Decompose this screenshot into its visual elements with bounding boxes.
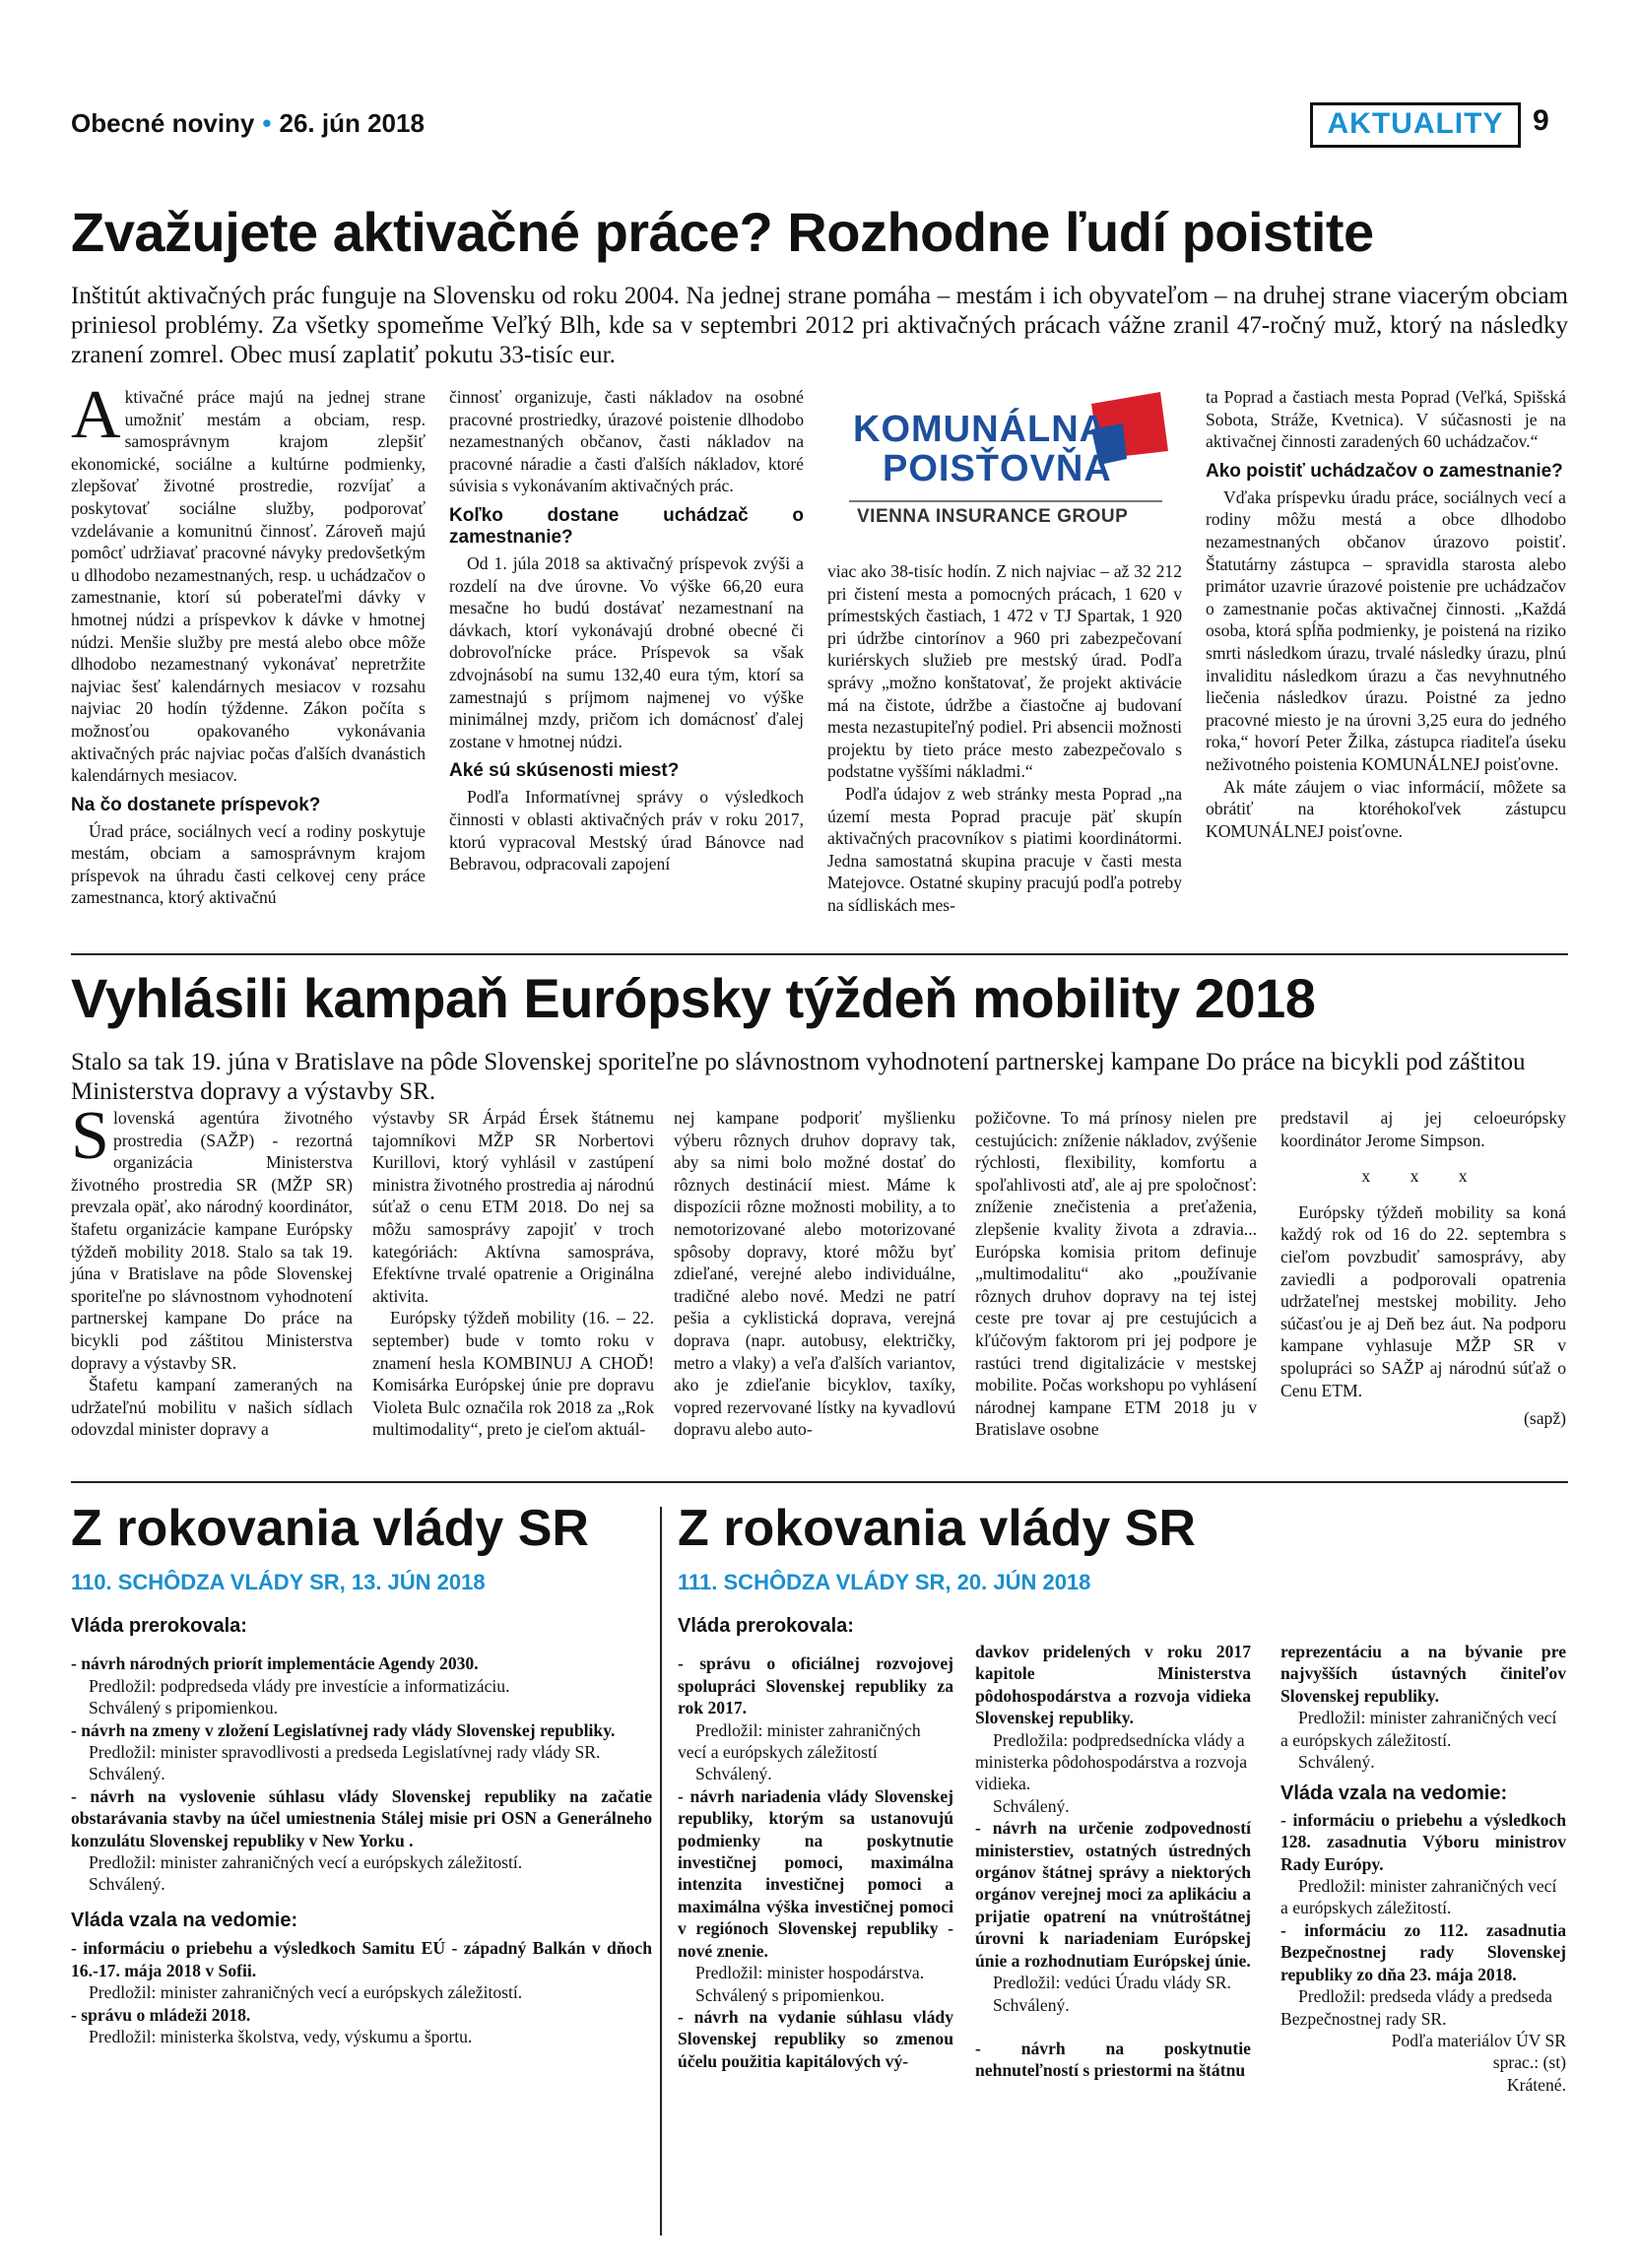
issue-date: 26. jún 2018 xyxy=(279,108,425,138)
article1-paragraph: ktivačné práce majú na jednej strane umožniť mestám a obciam, resp. samosprávnym krajom zlepšiť ekonomické, sociálne a kultúrne podmienky, zlepšovať životné prostredie, rozvíjať a poskytovať sociálne služby, podporovať vzdelávanie a komunitnú činnosť. Zároveň majú pomôcť udržiavať pracovné návyky predovšetkým u dlhodobo nezamestnaných, resp. u uchádzačov o zamestnanie, ktorí sú poberateľmi dávky v hmotnej núdzi a príspevkov k dávke v hmotnej núdzi. Menšie služby pre mestá alebo obce môže dlhodobo nezamestnaný vykonávať nepretržite najviac šesť kalendárnych mesiacov v rozsahu najviac 20 hodín týždenne. Zákon počíta s možnosťou opakovaného vykonávania aktivačných prác najviac počas ďalších dvanástich kalendárnych mesiacov. xyxy=(71,387,426,786)
column-divider xyxy=(660,1507,662,2236)
article1-subheading: Na čo dostanete príspevok? xyxy=(71,794,321,815)
article2-headline: Vyhlásili kampaň Európsky týždeň mobility 2018 xyxy=(71,967,1316,1029)
article1-paragraph: Podľa Informatívnej správy o výsledkoch činnosti v oblasti aktivačných práv v roku 2017, ktorú vypracoval Mestský úrad Bánovce nad Bebravou, odpracovali zapojení xyxy=(449,787,804,875)
logo-tagline: VIENNA INSURANCE GROUP xyxy=(857,506,1129,527)
gov-item: - návrh na poskytnutie nehnuteľností s priestormi na štátnu xyxy=(975,2038,1251,2081)
article1-headline: Zvažujete aktivačné práce? Rozhodne ľudí poistite xyxy=(71,201,1374,263)
separator-dot: • xyxy=(262,108,272,138)
section-divider xyxy=(71,1481,1568,1483)
gov-item-proposer: Predložil: minister zahraničných vecí a európskych záležitostí xyxy=(678,1719,921,1763)
gov-left-body xyxy=(71,1615,652,2047)
source-note: Krátené. xyxy=(1506,2074,1566,2095)
gov-item: - návrh na zmeny v zložení Legislatívnej rady vlády Slovenskej republiky. xyxy=(71,1719,616,1740)
gov-item-result: Schválený. xyxy=(1298,1752,1375,1773)
article2-paragraph: nej kampane podporiť myšlienku výberu rôznych druhov dopravy tak, aby sa nimi bolo možné dostať do rôznych destinácií miest. Máme k dispozícii rôzne možnosti mobility, a to nemotorizované alebo motorizované spôsoby dopravy, ktoré môžu byť zdieľané, verejné alebo individuálne, tradičné alebo nové. Medzi ne patrí pešia a cyklistická doprava, verejná doprava (napr. autobusy, električky, metro a vlaky) a veľa ďalších variantov, ako je zdieľanie bicyklov, taxíky, vopred rezervované lístky na kyvadlovú dopravu alebo auto- xyxy=(674,1108,955,1440)
section-divider xyxy=(71,953,1568,955)
article1-paragraph: viac ako 38-tisíc hodín. Z nich najviac – až 32 212 pri čistení mesta a pomocných prácach, 1 620 v prímestských častiach, 1 472 v TJ Spartak, 1 920 pri údržbe cintorínov a 960 pri zabezpečovaní kuriérskych služieb pre mestský úrad. Podľa správy „možno konštatovať, že projekt aktivácie má na čistote, údržbe a čiastočne aj budovaní mesta nezastupiteľný podiel. Pri absencii možnosti projektu by tieto práce mesto zabezpečovalo s podstatne vyššími nákladmi.“ xyxy=(827,561,1182,782)
komunalna-poistovna-logo xyxy=(827,390,1182,548)
gov-item: - návrh na vyslovenie súhlasu vlády Slovenskej republiky na začatie obstarávania stavby na účel umiestnenia Stálej misie pri OSN a Generálneho konzulátu Slovenskej republiky v New Yorku . xyxy=(71,1785,652,1850)
dropcap: A xyxy=(71,377,121,453)
gov-item-result: Schválený s pripomienkou. xyxy=(89,1698,279,1718)
gov-item: - návrh nariadenia vlády Slovenskej republiky, ktorým sa ustanovujú podmienky na poskytnutie investičnej pomoci, maximálna intenzita investičnej pomoci a maximálna výška investičnej pomoci v regiónoch Slovenskej republiky - nové znenie. xyxy=(678,1785,953,1961)
gov-item: - informáciu o priebehu a výsledkoch 128. zasadnutia Výboru ministrov Rady Európy. xyxy=(1280,1809,1566,1874)
article2-column-1 xyxy=(71,1098,353,1441)
gov-item-proposer: Predložil: minister zahraničných vecí a európskych záležitostí. xyxy=(89,1852,523,1873)
article2-paragraph: lovenská agentúra životného prostredia (SAŽP) - rezortná organizácia Ministerstva životného prostredia SR (MŽP SR) prevzala opäť, ako národný koordinátor, štafetu organizácie kampane Európsky týždeň mobility 2018. Stalo sa tak 19. júna v Bratislave na pôde Slovenskej sporiteľne po slávnostnom vyhodnotení partnerskej kampane Do práce na bicykli pod záštitou Ministerstva dopravy a výstavby SR. xyxy=(71,1108,353,1373)
article2-column-5 xyxy=(1280,1107,1566,1430)
gov-item: - správu o mládeži 2018. xyxy=(71,2004,251,2025)
article1-subheading: Aké sú skúsenosti miest? xyxy=(449,760,680,782)
page-header xyxy=(71,108,425,139)
article1-paragraph: Od 1. júla 2018 sa aktivačný príspevok zvýši a rozdelí na dve úrovne. Vo výške 66,20 eura mesačne ho budú dostávať nezamestnaní na dávkach, ktorí vykonávajú drobné obecné či dobrovoľnícke práce. Príspevok sa však zdvojnásobí na sumu 132,40 eura tým, ktorí sa zamestnajú s príjmom najmenej vo výške minimálnej mzdy, pričom ich domácnosť ďalej zostane v hmotnej núdzi. xyxy=(449,552,804,751)
logo-text-line1: KOMUNÁLNA xyxy=(853,409,1108,450)
gov-item-proposer: Predložil: minister hospodárstva. xyxy=(695,1963,925,1983)
article1-paragraph: Vďaka príspevku úradu práce, sociálnych vecí a rodiny môžu mestá a obce dlhodobo nezamestnaných občanov úrazovo poistiť. Štatutárny zástupca – spravidla starosta alebo primátor uzavrie úrazové poistenie pre uchádzačov o zamestnanie počas aktivačnej činnosti. „Každá osoba, ktorá spĺňa podmienky, je poistená na riziko smrti následkom úrazu, trvalé následky úrazu, plnú invaliditu následkom úrazu a čas nevyhnutného liečenia následkov úrazu. Poistné za jedno pracovné miesto je na úrovni 3,25 eura do jedného roka,“ hovorí Peter Žilka, zástupca riaditeľa úseku neživotného poistenia KOMUNÁLNEJ poisťovne. xyxy=(1206,486,1566,774)
source-note: Podľa materiálov ÚV SR xyxy=(1391,2030,1566,2050)
gov-item: - informáciu o priebehu a výsledkoch Samitu EÚ - západný Balkán v dňoch 16.-17. mája 2018 v Sofii. xyxy=(71,1938,652,1980)
gov-right-subtitle: 111. SCHÔDZA VLÁDY SR, 20. JÚN 2018 xyxy=(678,1570,1091,1594)
article2-paragraph: Európsky týždeň mobility sa koná každý rok od 16 do 22. septembra s cieľom povzbudiť samosprávy, aby zaviedli a podporovali opatrenia udržateľnej mestskej mobility. Jeho súčasťou je aj Deň bez áut. Na podporu kampane vyhlasuje MŽP SR v spolupráci so SAŽP aj národnú súťaž o Cenu ETM. xyxy=(1280,1201,1566,1400)
article2-column-4 xyxy=(975,1107,1257,1441)
article1-paragraph: Úrad práce, sociálnych vecí a rodiny poskytuje mestám, obciam a samosprávnym krajom príspevok na úhradu časti celkovej ceny práce zamestnanca, ktorý aktivačnú xyxy=(71,820,426,908)
gov-item-proposer: Predložil: vedúci Úradu vlády SR. xyxy=(993,1973,1231,1993)
gov-right-column-2 xyxy=(975,1641,1251,2082)
section-badge: AKTUALITY xyxy=(1310,102,1521,148)
gov-item-proposer: Predložil: podpredseda vlády pre investície a informatizáciu. xyxy=(89,1675,510,1696)
gov-right-headline: Z rokovania vlády SR xyxy=(678,1500,1196,1557)
article1-column-4 xyxy=(1206,386,1566,842)
gov-item-proposer: Predložil: ministerka školstva, vedy, výskumu a športu. xyxy=(89,2026,473,2046)
gov-left-headline: Z rokovania vlády SR xyxy=(71,1500,589,1557)
gov-item-result: Schválený. xyxy=(993,1994,1070,2015)
publication-name: Obecné noviny xyxy=(71,108,255,138)
gov-item: - návrh na určenie zodpovedností ministerstiev, ostatných ústredných orgánov štátnej správy a niektorých orgánov verejnej moci za aplikáciu a prijatie opatrení na vnútroštátnej úrovni k nariadeniam Európskej únie a rozhodnutiam Európskej únie. xyxy=(975,1818,1251,1971)
article2-lead: Stalo sa tak 19. júna v Bratislave na pôde Slovenskej sporiteľne po slávnostnom vyhodnotení partnerskej kampane Do práce na bicykli pod záštitou Ministerstva dopravy a výstavby SR. xyxy=(71,1049,1526,1105)
gov-item-result: Schválený. xyxy=(695,1764,772,1784)
author-signature: (sapž) xyxy=(1524,1408,1566,1429)
gov-item-proposer: Predložil: minister zahraničných vecí a európskych záležitostí. xyxy=(1280,1876,1557,1918)
gov-item: - informáciu zo 112. zasadnutia Bezpečnostnej rady Slovenskej republiky zo dňa 23. mája 2018. xyxy=(1280,1919,1566,1984)
gov-right-label: Vláda vzala na vedomie: xyxy=(1280,1782,1508,1805)
article2-column-3 xyxy=(674,1107,955,1441)
article1-paragraph: Ak máte záujem o viac informácií, môžete sa obrátiť na ktoréhokoľvek zástupcu KOMUNÁLNEJ poisťovne. xyxy=(1206,776,1566,841)
gov-item-proposer: Predložil: minister spravodlivosti a predseda Legislatívnej rady vlády SR. xyxy=(89,1742,601,1763)
article1-lead: Inštitút aktivačných prác funguje na Slovensku od roku 2004. Na jednej strane pomáha – mestám i ich obyvateľom – na druhej strane viacerým obciam priniesol problémy. Za všetky spomeňme Veľký Blh, kde sa v septembri 2012 pri aktivačných prácach vážne zranil 47-ročný muž, ktorý na následky zranení zomrel. Obec musí zaplatiť pokutu 33-tisíc eur. xyxy=(71,283,1568,368)
article2-paragraph: požičovne. To má prínosy nielen pre cestujúcich: zníženie nákladov, zvýšenie rýchlosti, flexibility, komfortu a spoľahlivosti atď, ale aj pre spoločnosť: zníženie znečistenia a preťaženia, zlepšenie kvality života a zdravia... Európska komisia pritom definuje „multimodalitu“ ako „používanie rôznych druhov dopravy na tej istej ceste pre tovar aj pre cestujúcich a kľúčovým faktorom pri jej podpore je rastúci trend digitalizácie v mestskej mobilite. Počas workshopu po vyhlásení národnej kampane ETM 2018 ju v Bratislave osobne xyxy=(975,1108,1257,1440)
gov-item: reprezentáciu a na bývanie pre najvyšších ústavných činiteľov Slovenskej republiky. xyxy=(1280,1642,1566,1706)
article2-column-2 xyxy=(372,1107,654,1441)
article1-column-1 xyxy=(71,377,426,909)
source-note: sprac.: (st) xyxy=(1492,2052,1566,2073)
gov-item-result: Schválený. xyxy=(89,1874,165,1895)
article1-subheading: Koľko dostane uchádzač o zamestnanie? xyxy=(449,504,804,548)
logo-text-line2: POISŤOVŇA xyxy=(883,448,1112,489)
gov-item-proposer: Predložil: minister zahraničných vecí a európskych záležitostí. xyxy=(89,1982,523,2003)
gov-item-result: Schválený. xyxy=(993,1795,1070,1816)
gov-item: - návrh na vydanie súhlasu vlády Slovenskej republiky so zmenou účelu použitia kapitálových vý- xyxy=(678,2006,953,2071)
gov-item-result: Schválený. xyxy=(89,1764,165,1784)
gov-item: - návrh národných priorít implementácie Agendy 2030. xyxy=(71,1653,479,1674)
article2-paragraph: výstavby SR Árpád Érsek štátnemu tajomníkovi MŽP SR Norbertovi Kurillovi, ktorý vyhlásil v zastúpení ministra životného prostredia aj národnú súťaž o cenu ETM 2018. Do nej sa môžu samosprávy zapojiť v troch kategóriách: Aktívna samospráva, Efektívne trvalé opatrenie a Originálna aktivita. xyxy=(372,1108,654,1306)
article2-paragraph: Európsky týždeň mobility (16. – 22. september) bude v tomto roku v znamení hesla KOMBINUJ A CHOĎ! Komisárka Európskej únie pre dopravu Violeta Bulc označila rok 2018 za „Rok multimodality“, preto je cieľom aktuál- xyxy=(372,1308,654,1440)
article1-column-2 xyxy=(449,386,804,875)
article1-column-3 xyxy=(827,560,1182,917)
article2-paragraph: Štafetu kampaní zameraných na udržateľnú mobilitu v našich sídlach odovzdal minister dopravy a xyxy=(71,1375,353,1440)
gov-right-column-3 xyxy=(1280,1641,1566,2096)
gov-item-proposer: Predložila: podpredsednícka vlády a ministerka pôdohospodárstva a rozvoja vidieka. xyxy=(975,1729,1248,1794)
section-separator: x x x xyxy=(1361,1166,1485,1187)
dropcap: S xyxy=(71,1098,109,1174)
gov-item-proposer: Predložil: predseda vlády a predseda Bezpečnostnej rady SR. xyxy=(1280,1986,1552,2029)
gov-item: - správu o oficiálnej rozvojovej spolupráci Slovenskej republiky za rok 2017. xyxy=(678,1653,953,1718)
article1-paragraph: Podľa údajov z web stránky mesta Poprad „na území mesta Poprad pracuje päť skupín aktivačných pracovníkov s piatimi koordinátormi. Jedna samostatná skupina pracuje v časti mesta Matejovce. Ostatné skupiny pracujú podľa potreby na sídliskách mes- xyxy=(827,783,1182,915)
gov-right-column-1 xyxy=(678,1615,953,2072)
page-number: 9 xyxy=(1533,104,1549,137)
gov-item-proposer: Predložil: minister zahraničných vecí a európskych záležitostí. xyxy=(1280,1708,1557,1750)
article1-paragraph: činnosť organizuje, časti nákladov na osobné pracovné prostriedky, úrazové poistenie dlhodobo nezamestnaných občanov, časti nákladov na pracovné náradie a časti ďalších nákladov, ktoré súvisia s vykonávaním aktivačných prác. xyxy=(449,387,804,496)
article1-paragraph: ta Poprad a častiach mesta Poprad (Veľká, Spišská Sobota, Stráže, Kvetnica). V súčasnosti je na aktivačnej činnosti zaradených 60 uchádzačov.“ xyxy=(1206,387,1566,452)
gov-item: davkov pridelených v roku 2017 kapitole Ministerstva pôdohospodárstva a rozvoja vidieka Slovenskej republiky. xyxy=(975,1642,1251,1728)
article2-paragraph: predstavil aj jej celoeurópsky koordinátor Jerome Simpson. xyxy=(1280,1108,1566,1150)
gov-left-subtitle: 110. SCHÔDZA VLÁDY SR, 13. JÚN 2018 xyxy=(71,1570,486,1594)
gov-item-result: Schválený s pripomienkou. xyxy=(695,1984,886,2005)
gov-left-label: Vláda prerokovala: xyxy=(71,1615,247,1637)
logo-divider xyxy=(849,500,1162,502)
gov-left-label: Vláda vzala na vedomie: xyxy=(71,1909,298,1931)
article1-subheading: Ako poistiť uchádzačov o zamestnanie? xyxy=(1206,460,1563,482)
gov-right-label: Vláda prerokovala: xyxy=(678,1615,854,1637)
